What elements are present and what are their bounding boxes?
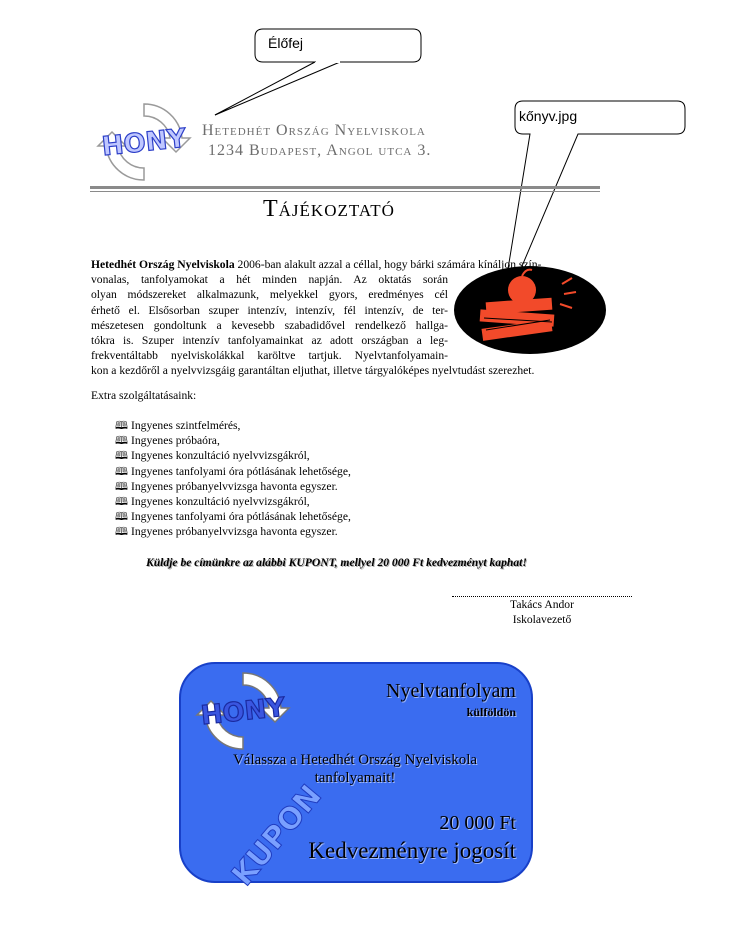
signature-line <box>452 596 632 597</box>
school-address: 1234 Budapest, Angol utca 3. <box>208 142 432 159</box>
header-rule-thin <box>90 191 600 192</box>
book-icon: 🕮 <box>115 449 128 463</box>
header-callout-label: Élőfej <box>268 35 304 51</box>
list-item: 🕮 Ingyenes konzultáció nyelvvizsgákról, <box>115 494 310 508</box>
coupon-message-1: Válassza a Hetedhét Ország Nyelviskola <box>232 752 478 768</box>
book-icon: 🕮 <box>115 525 128 539</box>
header-rule <box>90 186 600 189</box>
coupon-call: Küldje be címünkre az alábbi KUPONT, mellyel 20 000 Ft kedvezményt kaphat! <box>146 556 527 569</box>
list-item: 🕮 Ingyenes tanfolyami óra pótlásának lehetősége, <box>115 464 351 478</box>
list-item: 🕮 Ingyenes próbaóra, <box>115 434 220 448</box>
image-callout-label: kőnyv.jpg <box>519 108 578 124</box>
coupon-hony-logo <box>193 668 293 754</box>
intro-line-1: Hetedhét Ország Nyelviskola 2006-ban alakult azzal a céllal, hogy bárki számára kínáljon szín- <box>91 258 542 271</box>
page-title: Tájékoztató <box>263 196 395 222</box>
coupon-amount: 20 000 Ft <box>439 812 516 834</box>
list-item: 🕮 Ingyenes tanfolyami óra pótlásának lehetősége, <box>115 510 351 524</box>
intro-line-7: frekventáltabb nyelviskolákkal karöltve tartjuk. Nyelvtanfolyamain- <box>91 349 448 363</box>
book-icon: 🕮 <box>115 510 128 524</box>
intro-paragraph <box>91 257 605 379</box>
coupon-message-2: tanfolyamait! <box>314 770 396 786</box>
intro-line-3: olyan módszereket alkalmazunk, melyekkel gyors, eredményes cél <box>91 288 448 302</box>
intro-line-8: kon a kezdőről a nyelvvizsgáig garantáltan eljuthat, illetve tárgyalóképes nyelvtudást szerezhet. <box>91 364 535 378</box>
svg-text:KUPON: KUPON <box>225 778 329 893</box>
services-list <box>115 418 351 540</box>
svg-text:HONY: HONY <box>199 692 287 732</box>
book-icon: 🕮 <box>115 434 128 448</box>
hony-logo <box>94 98 194 186</box>
header-callout <box>205 24 430 124</box>
list-item: 🕮 Ingyenes próbanyelvvizsga havonta egyszer. <box>115 525 338 539</box>
intro-line-2: vonalas, tanfolyamokat a hét minden napján. Az oktatás során <box>91 273 448 287</box>
intro-line-4: érhető el. Elsősorban szuper intenzív, intenzív, fél intenzív, de ter- <box>91 303 448 317</box>
list-item: 🕮 Ingyenes próbanyelvvizsga havonta egyszer. <box>115 479 338 493</box>
list-item: 🕮 Ingyenes konzultáció nyelvvizsgákról, <box>115 449 310 463</box>
intro-line-6: tókra is. Szuper intenzív tanfolyamainkat az adott országban a leg- <box>91 334 448 348</box>
book-icon: 🕮 <box>115 464 128 478</box>
book-icon: 🕮 <box>115 494 128 508</box>
book-icon: 🕮 <box>115 419 128 432</box>
svg-text:HONY: HONY <box>100 123 188 163</box>
list-item: 🕮 Ingyenes szintfelmérés, <box>115 419 241 432</box>
signature-name: Takács Andor <box>510 598 574 611</box>
coupon-subtitle: külföldön <box>466 705 516 719</box>
extra-heading: Extra szolgáltatásaink: <box>91 389 197 402</box>
coupon-benefit: Kedvezményre jogosít <box>308 838 516 863</box>
intro-bold-name: Hetedhét Ország Nyelviskola <box>91 258 235 271</box>
coupon-title: Nyelvtanfolyam <box>386 680 516 702</box>
book-icon: 🕮 <box>115 479 128 493</box>
signature-role: Iskolavezető <box>512 613 572 626</box>
intro-line-5: mészetesen gondoltunk a kevesebb szabadidővel rendelkező hallga- <box>91 318 448 332</box>
school-name: Hetedhét Ország Nyelviskola <box>202 122 426 139</box>
